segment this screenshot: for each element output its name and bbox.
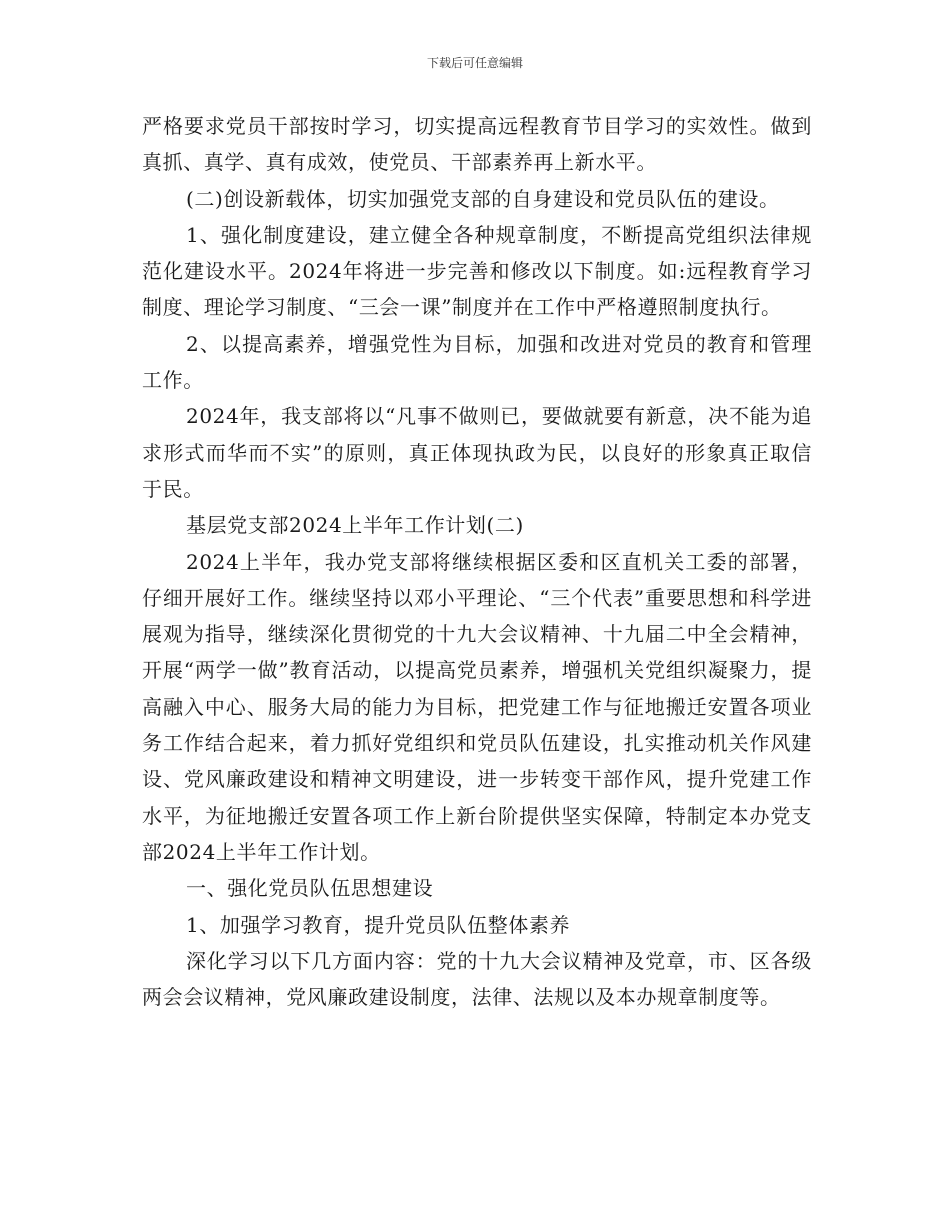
download-note: 下载后可任意编辑	[426, 56, 523, 70]
paragraph-2: (二)创设新载体，切实加强党支部的自身建设和党员队伍的建设。	[186, 186, 780, 211]
paragraph-10: 深化学习以下几方面内容：党的十九大会议精神及党章，市、区各级两会会议精神，党风廉政建设制度，法律、法规以及本办规章制度等。	[142, 948, 812, 1010]
document-body	[142, 108, 812, 1015]
paragraph-5: 2024年，我支部将以“凡事不做则已，要做就要有新意，决不能为追求形式而华而不实”的原则，真正体现执政为民，以良好的形象真正取信于民。	[142, 404, 812, 501]
heading-1: 一、强化党员队伍思想建设	[186, 876, 434, 901]
subheading-1: 1、加强学习教育，提升党员队伍整体素养	[186, 912, 571, 937]
paragraph-4: 2、以提高素养，增强党性为目标，加强和改进对党员的教育和管理工作。	[142, 331, 812, 393]
paragraph-7: 2024上半年，我办党支部将继续根据区委和区直机关工委的部署，仔细开展好工作。继续坚持以邓小平理论、“三个代表”重要思想和科学进展观为指导，继续深化贯彻党的十九大会议精神、十九届二中全会精神，开展“两学一做”教育活动，以提高党员素养，增强机关党组织凝聚力，提高融入中心、服务大局的能力为目标，把党建工作与征地搬迁安置各项业务工作结合起来，着力抓好党组织和党员队伍建设，扎实推动机关作风建设、党风廉政建设和精神文明建设，进一步转变干部作风，提升党建工作水平，为征地搬迁安置各项工作上新台阶提供坚实保障，特制定本办党支部2024上半年工作计划。	[142, 549, 812, 864]
section-title: 基层党支部2024上半年工作计划(二)	[186, 513, 524, 538]
paragraph-1: 严格要求党员干部按时学习，切实提高远程教育节目学习的实效性。做到真抓、真学、真有成效，使党员、干部素养再上新水平。	[142, 114, 812, 175]
paragraph-3: 1、强化制度建设，建立健全各种规章制度，不断提高党组织法律规范化建设水平。2024年将进一步完善和修改以下制度。如:远程教育学习制度、理论学习制度、“三会一课”制度并在工作中严格遵照制度执行。	[142, 222, 812, 320]
